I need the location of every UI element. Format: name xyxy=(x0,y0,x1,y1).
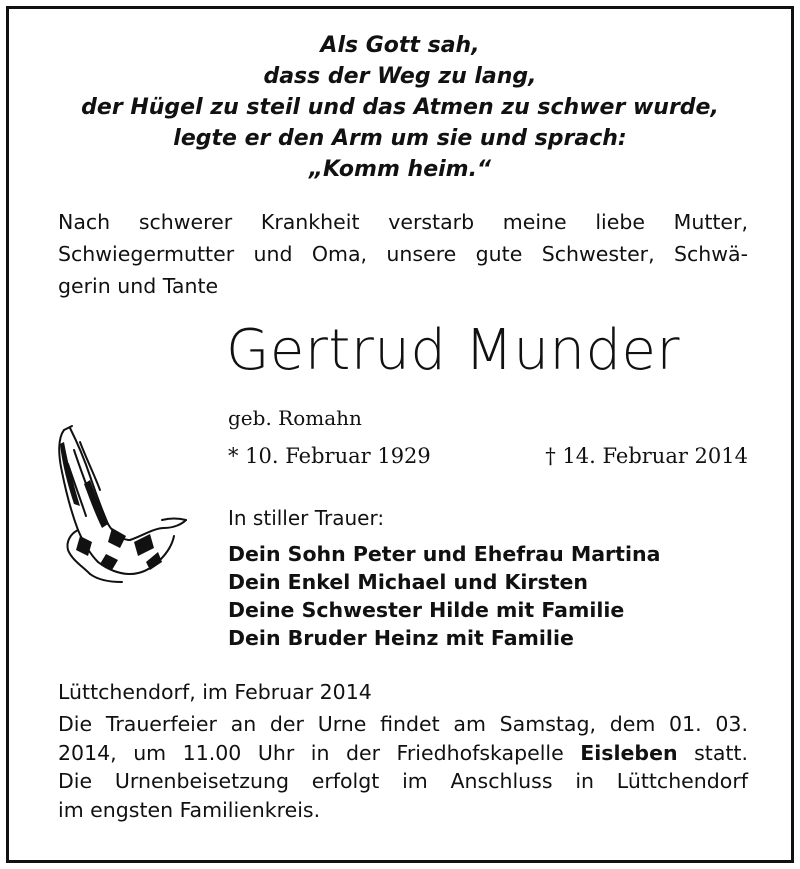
mourner-line: Dein Enkel Michael und Kirsten xyxy=(228,570,589,594)
funeral-text: 2014, um 11.00 Uhr in der Friedhofskapelle xyxy=(58,740,564,765)
intro-line: Schwiegermutter und Oma, unsere gute Schwester, Schwä- xyxy=(58,242,748,266)
born-name: geb. Romahn xyxy=(228,406,362,430)
funeral-line xyxy=(58,739,748,768)
funeral-line: Die Urnenbeisetzung erfolgt im Anschluss in Lüttchendorf xyxy=(58,769,748,793)
poem-line: legte er den Arm um sie und sprach: xyxy=(173,126,627,151)
mourners-heading: In stiller Trauer: xyxy=(228,506,385,530)
place-date: Lüttchendorf, im Februar 2014 xyxy=(58,680,372,704)
intro-text xyxy=(58,206,748,302)
poem xyxy=(0,30,800,185)
mourner-line: Dein Sohn Peter und Ehefrau Martina xyxy=(228,542,661,566)
intro-line: Nach schwerer Krankheit verstarb meine liebe Mutter, xyxy=(58,210,748,234)
mourner-line: Deine Schwester Hilde mit Familie xyxy=(228,598,625,622)
funeral-text: statt. xyxy=(694,740,748,765)
mourners-list xyxy=(228,540,660,652)
funeral-info xyxy=(58,710,748,824)
poem-line: Als Gott sah, xyxy=(320,33,480,58)
funeral-line: Die Trauerfeier an der Urne findet am Samstag, dem 01. 03. xyxy=(58,712,748,736)
mourner-line: Dein Bruder Heinz mit Familie xyxy=(228,626,574,650)
funeral-location: Eisleben xyxy=(580,740,678,765)
poem-line: „Komm heim.“ xyxy=(308,157,492,182)
deceased-name: Gertrud Munder xyxy=(226,318,681,383)
birth-date: * 10. Februar 1929 xyxy=(228,444,431,468)
funeral-line: im engsten Familienkreis. xyxy=(58,797,321,822)
poem-line: der Hügel zu steil und das Atmen zu schwer wurde, xyxy=(81,95,719,120)
praying-hands-icon xyxy=(50,424,190,584)
poem-line: dass der Weg zu lang, xyxy=(263,64,537,89)
intro-line: gerin und Tante xyxy=(58,274,219,298)
death-date: † 14. Februar 2014 xyxy=(545,444,748,468)
